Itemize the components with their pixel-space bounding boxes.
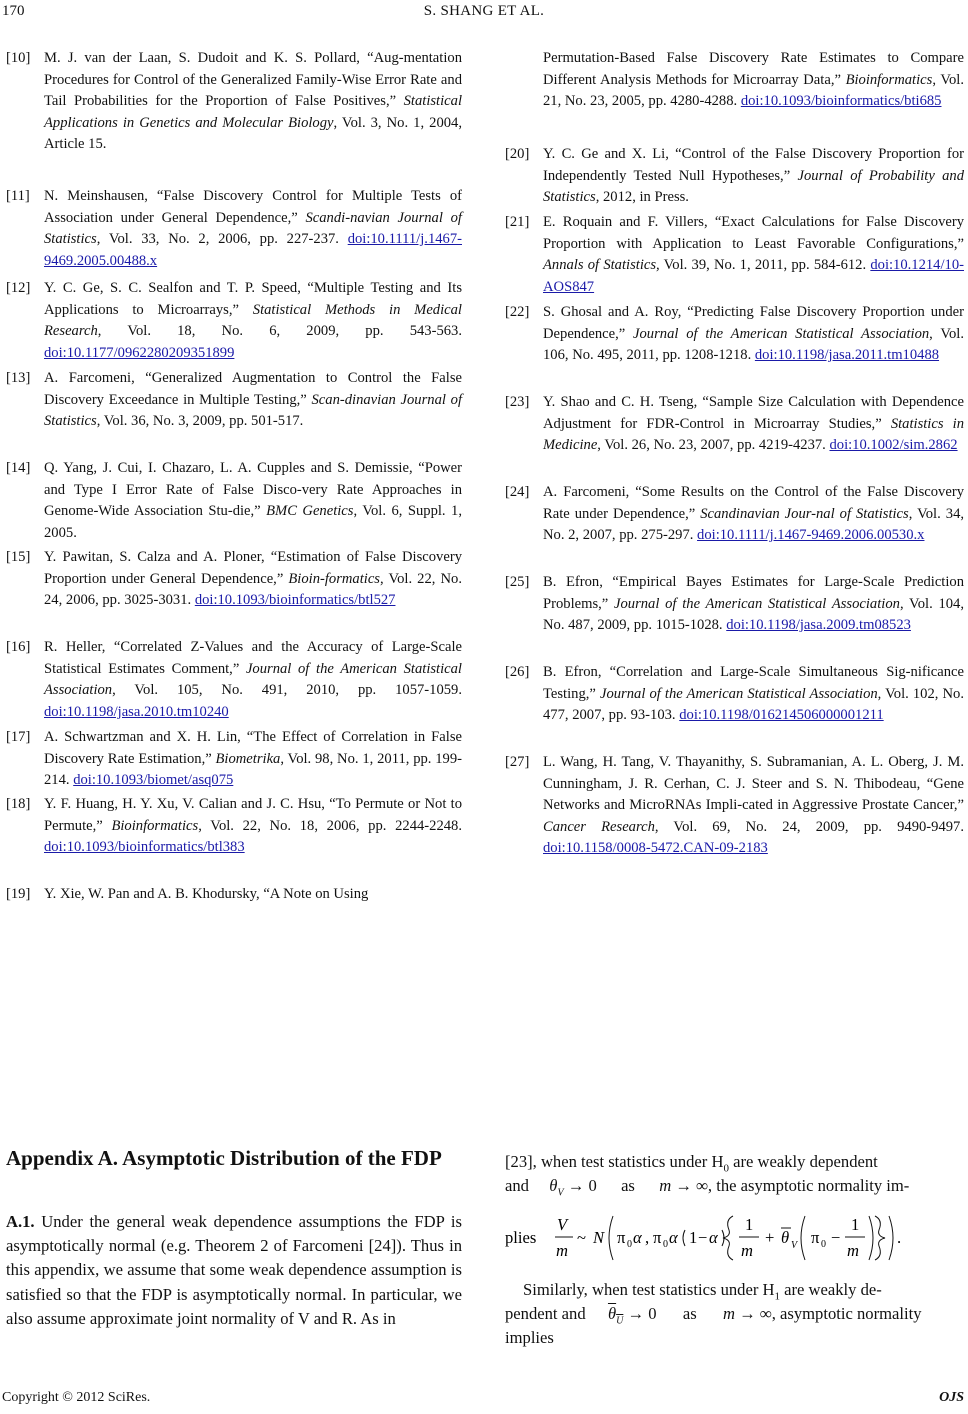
doi-link[interactable]: doi:10.1158/0008-5472.CAN-09-2183: [543, 840, 768, 857]
reference-item: [505, 662, 964, 727]
reference-item: [505, 572, 964, 637]
doi-link[interactable]: doi:10.1093/bioinformatics/bti685: [740, 93, 942, 110]
formula-left-brace: [723, 1216, 733, 1260]
reference-segment: , Vol. 3, No. 1, 2004, Article 15.: [44, 114, 462, 153]
reference-journal: Cancer Research: [543, 818, 655, 835]
formula-pi-1-sub: 0: [627, 1239, 632, 1250]
page-number: 170: [2, 3, 25, 19]
reference-item: [6, 794, 462, 859]
copyright: Copyright © 2012 SciRes.: [2, 1390, 151, 1405]
reference-text: [44, 794, 462, 859]
reference-number: [19]: [6, 886, 31, 902]
m-to-infinity: m → ∞: [659, 1176, 708, 1195]
reference-segment: , Vol. 22, No. 18, 2006, pp. 2244-2248.: [198, 817, 462, 834]
doi-link[interactable]: doi:10.1111/j.1467-9469.2006.00530.x: [697, 527, 925, 544]
doi-link[interactable]: doi:10.1198/016214506000001211: [679, 707, 884, 724]
reference-journal: Journal of the American Statistical Association: [614, 595, 900, 612]
formula-comma: ,: [645, 1228, 650, 1247]
reference-segment: Permutation-Based False Discovery Rate Estimates to Compare Different Analysis Methods for Microarray Data,”: [543, 50, 964, 88]
reference-segment: Y. Pawitan, S. Calza and A. Ploner, “Estimation of False Discovery Proportion under General Dependence,”: [44, 549, 462, 587]
reference-segment: , Vol. 104, No. 487, 2009, pp. 1015-1028.: [543, 595, 964, 634]
formula-v-over-m: [505, 1208, 964, 1268]
reference-number: [24]: [505, 484, 530, 500]
reference-segment: L. Wang, H. Tang, V. Thayanithy, S. Subramanian, A. L. Oberg, J. M. Cunningham, J. R. Cerhan, C. J. Steer and S. N. Thibodeau, “Gene Networks and MicroRNAs Impli-cated in Aggressive Prostate Cancer,”: [543, 754, 964, 814]
reference-journal: Bioinformatics: [111, 817, 199, 834]
reference-journal: Journal of Probability and Statistics: [543, 167, 964, 206]
reference-segment: , Vol. 69, No. 24, 2009, pp. 9490-9497.: [654, 818, 964, 835]
reference-text: [44, 458, 462, 544]
appendix-paragraph: [6, 1210, 462, 1331]
reference-text: [44, 368, 462, 433]
formula-n: N: [593, 1228, 605, 1247]
formula-pi-2: π: [653, 1228, 662, 1247]
doi-link[interactable]: doi:10.1198/jasa.2010.tm10240: [44, 703, 229, 720]
reference-text: [543, 144, 964, 209]
doi-link[interactable]: doi:10.1093/bioinformatics/btl527: [194, 592, 396, 609]
reference-number: [21]: [505, 214, 530, 230]
reference-item: [6, 884, 462, 906]
theta-sub-v: V: [557, 1187, 564, 1199]
reference-number: [14]: [6, 460, 31, 476]
reference-number: [13]: [6, 370, 31, 386]
reference-journal: Statistical Methods in Medical Research: [44, 301, 462, 340]
right-para2-text-c: are weakly de-: [779, 1280, 882, 1299]
reference-number: [22]: [505, 304, 530, 320]
reference-segment: , Vol. 34, No. 2, 2007, pp. 275-297.: [543, 505, 965, 544]
formula-theta-sub: V: [791, 1240, 798, 1251]
reference-item: [505, 302, 964, 367]
reference-segment: B. Efron, “Empirical Bayes Estimates for Large-Scale Prediction Problems,”: [543, 574, 964, 612]
formula-theta: θ: [781, 1228, 790, 1247]
reference-segment: N. Meinshausen, “False Discovery Control for Multiple Tests of Association under General Dependence,”: [44, 188, 462, 226]
reference-number: [25]: [505, 574, 530, 590]
doi-link[interactable]: doi:10.1198/jasa.2009.tm08523: [726, 617, 911, 634]
reference-segment: A. Farcomeni, “Some Results on the Control of the False Discovery Rate under Dependence,”: [543, 484, 964, 522]
theta-sub-u: U: [616, 1315, 624, 1327]
reference-text: [543, 392, 964, 457]
formula-alpha-3: α: [709, 1228, 718, 1247]
right-para2-line2-as: as: [682, 1304, 697, 1323]
reference-segment: M. J. van der Laan, S. Dudoit and K. S. Pollard, “Aug-mentation Procedures for Control of the Generalized Family-Wise Error Rate and Tail Probabilities for the Proportion of False Positives,”: [44, 50, 462, 110]
reference-text: [543, 752, 964, 860]
reference-item: [6, 727, 462, 792]
theta-v-symbol: [549, 1176, 564, 1199]
reference-journal: Bioin-formatics: [288, 570, 380, 587]
right-para2-line2-a: pendent and: [505, 1304, 586, 1323]
reference-text: [44, 727, 462, 792]
theta-char: θ: [549, 1176, 558, 1195]
reference-segment: R. Heller, “Correlated Z-Values and the Accuracy of Large-Scale Statistical Estimates Comment,”: [44, 639, 462, 677]
reference-segment: , Vol. 6, Suppl. 1, 2005.: [44, 503, 462, 541]
reference-text: [543, 302, 964, 367]
reference-item: [6, 637, 462, 723]
formula-pi-3-sub: 0: [821, 1239, 826, 1250]
reference-number: [11]: [6, 188, 30, 204]
reference-text: [44, 278, 462, 364]
reference-segment: B. Efron, “Correlation and Large-Scale Simultaneous Sig-nificance Testing,”: [543, 664, 964, 702]
reference-segment: A. Farcomeni, “Generalized Augmentation to Control the False Discovery Exceedance in Multiple Testing,”: [44, 370, 462, 408]
right-line2-text-c: , the asymptotic normality im-: [707, 1176, 910, 1195]
reference-number: [26]: [505, 664, 530, 680]
reference-segment: Y. C. Ge and X. Li, “Control of the False Discovery Proportion for Independently Tested Null Hypotheses,”: [543, 146, 964, 184]
reference-segment: , Vol. 22, No. 24, 2006, pp. 3025-3031.: [44, 570, 462, 609]
journal-abbrev: OJS: [939, 1390, 964, 1405]
right-para2-line3: implies: [505, 1328, 554, 1347]
right-para2-text-a: Similarly, when test statistics under H: [523, 1280, 775, 1299]
m-to-infinity-2: m → ∞: [723, 1304, 772, 1323]
doi-link[interactable]: doi:10.1214/10-AOS847: [543, 257, 964, 295]
running-head: S. SHANG ET AL.: [423, 3, 545, 19]
formula-minus-2: −: [831, 1228, 841, 1247]
reference-item: [505, 482, 964, 547]
theta-u-symbol: [607, 1304, 624, 1327]
formula-minus-1: −: [698, 1228, 708, 1247]
formula-pi-1: π: [617, 1228, 626, 1247]
doi-link[interactable]: doi:10.1002/sim.2862: [829, 437, 958, 454]
reference-segment: , Vol. 98, No. 1, 2011, pp. 199-214.: [44, 750, 462, 789]
reference-segment: , 2012, in Press.: [595, 189, 689, 206]
reference-journal: Scan-dinavian Journal of Statistics: [44, 391, 462, 430]
appendix-title: Appendix A. Asymptotic Distribution of the FDP: [6, 1146, 442, 1170]
right-para2-sub: 1: [774, 1290, 780, 1303]
reference-item: [6, 278, 462, 364]
reference-number: [17]: [6, 729, 31, 745]
formula-inner-left-paren: [683, 1230, 685, 1246]
reference-number: [20]: [505, 146, 530, 162]
arrow-zero: → 0: [567, 1176, 597, 1195]
reference-segment: A. Schwartzman and X. H. Lin, “The Effect of Correlation in False Discovery Rate Estimation,”: [44, 729, 462, 767]
reference-text: [44, 186, 462, 272]
reference-segment: Vol. 39, No. 1, 2011, pp. 584-612.: [659, 257, 871, 274]
section-label: A.1.: [6, 1212, 35, 1231]
reference-text: [543, 48, 964, 113]
reference-item: [6, 48, 462, 156]
reference-text: [44, 547, 462, 612]
reference-segment: , Vol. 18, No. 6, 2009, pp. 543-563.: [97, 323, 462, 340]
formula-right-brace: [875, 1216, 885, 1260]
reference-item: [505, 392, 964, 457]
reference-text: [543, 572, 964, 637]
formula-mid-left-paren: [801, 1216, 805, 1260]
formula-plies: plies: [505, 1228, 537, 1247]
reference-item: [505, 48, 964, 113]
reference-text: [543, 482, 964, 547]
formula-left-paren: [609, 1216, 613, 1260]
doi-link[interactable]: doi:10.1093/biomet/asq075: [73, 772, 234, 789]
reference-item: [6, 368, 462, 433]
doi-link[interactable]: doi:10.1177/0962280209351899: [44, 344, 235, 361]
reference-text: [543, 212, 964, 298]
reference-number: [15]: [6, 549, 31, 565]
reference-item: [6, 186, 462, 272]
reference-segment: , Vol. 21, No. 23, 2005, pp. 4280-4288.: [543, 71, 964, 110]
reference-journal: Scandinavian Jour-nal of Statistics: [700, 505, 909, 522]
reference-segment: S. Ghosal and A. Roy, “Predicting False Discovery Proportion under Dependence,”: [543, 304, 964, 342]
reference-number: [23]: [505, 394, 530, 410]
arrow-zero-2: → 0: [627, 1304, 657, 1323]
formula-m: m: [556, 1241, 568, 1260]
reference-number: [16]: [6, 639, 31, 655]
formula-pi-3: π: [811, 1228, 820, 1247]
reference-journal: Annals of Statistics,: [543, 257, 660, 274]
reference-segment: , Vol. 105, No. 491, 2010, pp. 1057-1059.: [112, 682, 462, 699]
reference-segment: Y. C. Ge, S. C. Sealfon and T. P. Speed, “Multiple Testing and Its Applications to Microarrays,”: [44, 280, 462, 318]
formula-frac1-den: m: [741, 1241, 753, 1260]
formula-plus: +: [765, 1228, 775, 1247]
reference-segment: Q. Yang, J. Cui, I. Chazaro, L. A. Cupples and S. Demissie, “Power and Type I Error Rate of False Disco-very Rate Approaches in Genome-Wide Association Stu-die,”: [44, 460, 462, 520]
reference-segment: Y. Xie, W. Pan and A. B. Khodursky, “A Note on Using: [44, 886, 369, 902]
right-line2-and: and: [505, 1176, 529, 1195]
reference-text: [44, 884, 462, 906]
reference-journal: Journal of the American Statistical Association: [44, 660, 462, 699]
reference-item: [6, 547, 462, 612]
reference-journal: Journal of the American Statistical Association: [633, 325, 930, 342]
reference-journal: BMC Genetics: [266, 503, 354, 520]
reference-journal: Bioinformatics: [845, 71, 933, 88]
reference-number: [12]: [6, 280, 31, 296]
right-para1-text-c: are weakly dependent: [728, 1152, 878, 1171]
right-para2-line2-c: , asymptotic normality: [771, 1304, 922, 1323]
formula-alpha-2: α: [669, 1228, 678, 1247]
reference-journal: Statistical Applications in Genetics and Molecular Biology: [44, 93, 462, 131]
right-line2-as: as: [621, 1176, 635, 1195]
doi-link[interactable]: doi:10.1093/bioinformatics/btl383: [44, 839, 245, 856]
reference-journal: Statistics in Medicine: [543, 415, 964, 454]
reference-segment: , Vol. 36, No. 3, 2009, pp. 501-517.: [96, 413, 304, 430]
formula-v: V: [557, 1215, 568, 1234]
reference-segment: , Vol. 106, No. 495, 2011, pp. 1208-1218.: [543, 325, 964, 364]
theta-u-char: θ: [607, 1304, 617, 1323]
reference-number: [10]: [6, 50, 31, 66]
reference-text: [44, 637, 462, 723]
right-paragraph-2-line3: [505, 1326, 964, 1350]
reference-segment: Y. F. Huang, H. Y. Xu, V. Calian and J. C. Hsu, “To Permute or Not to Permute,”: [44, 796, 462, 834]
page-header: [0, 0, 968, 22]
formula-pi-2-sub: 0: [663, 1239, 668, 1250]
right-paragraph-1-line2: [505, 1174, 964, 1206]
reference-item: [505, 752, 964, 860]
reference-number: [27]: [505, 754, 530, 770]
reference-segment: , Vol. 102, No. 477, 2007, pp. 93-103.: [543, 685, 964, 724]
reference-number: [18]: [6, 796, 31, 812]
reference-segment: E. Roquain and F. Villers, “Exact Calculations for False Discovery Proportion with Application to Least Favorable Configurations,”: [543, 214, 964, 252]
right-para1-text-a: [23], when test statistics under H: [505, 1152, 724, 1171]
formula-frac2-num: 1: [851, 1215, 860, 1234]
formula-one: 1: [689, 1228, 698, 1247]
reference-journal: Journal of the American Statistical Association: [599, 685, 878, 702]
formula-right-paren: [889, 1216, 893, 1260]
appendix-paragraph-text: Under the general weak dependence assumptions the FDP is asymptotically normal (e.g. Theorem 2 of Farcomeni [24]). Thus in this appendix, we assume that some weak dependence assumption is satisfied so that the FDP is asymptotically normal. In particular, we also assume approximate joint normality of V and R. As in: [6, 1212, 462, 1328]
doi-link[interactable]: doi:10.1111/j.1467-9469.2005.00488.x: [44, 231, 462, 269]
reference-journal: Biometrika: [215, 750, 281, 767]
formula-frac1-num: 1: [745, 1215, 754, 1234]
formula-mid-right-paren: [869, 1216, 873, 1260]
reference-segment: Y. Shao and C. H. Tseng, “Sample Size Calculation with Dependence Adjustment for FDR-Control in Microarray Studies,”: [543, 394, 964, 432]
right-para1-sub: 0: [723, 1162, 729, 1175]
reference-text: [44, 48, 462, 156]
formula-frac2-den: m: [847, 1241, 859, 1260]
reference-item: [505, 144, 964, 209]
formula-alpha-1: α: [633, 1228, 642, 1247]
reference-journal: Scandi-navian Journal of Statistics: [44, 209, 462, 248]
reference-text: [543, 662, 964, 727]
reference-item: [6, 458, 462, 544]
doi-link[interactable]: doi:10.1198/jasa.2011.tm10488: [754, 347, 940, 364]
reference-segment: , Vol. 33, No. 2, 2006, pp. 227-237.: [96, 231, 348, 248]
reference-segment: , Vol. 26, No. 23, 2007, pp. 4219-4237.: [597, 437, 830, 454]
formula-tilde: ~: [577, 1228, 586, 1247]
formula-period: .: [897, 1228, 902, 1247]
reference-item: [505, 212, 964, 298]
